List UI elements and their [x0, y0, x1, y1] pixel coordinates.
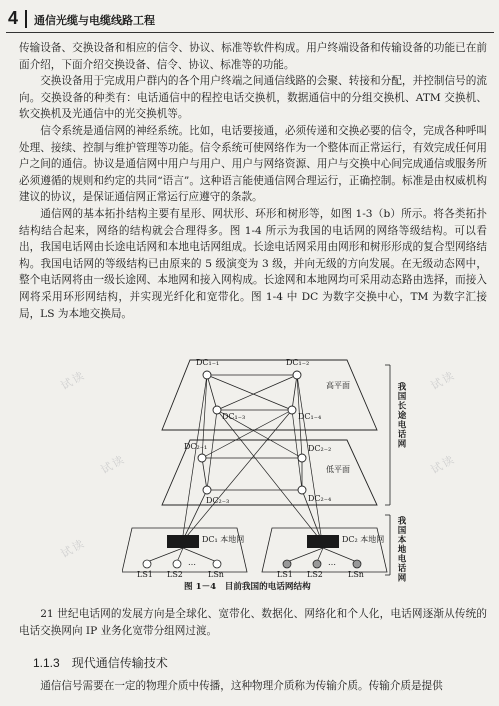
section-number: 1.1.3: [33, 656, 60, 670]
ls1-left-label: LS1: [137, 570, 153, 579]
running-title: 通信光缆与电缆线路工程: [34, 14, 155, 27]
paragraph-2: 交换设备用于完成用户群内的各个用户终端之间通信线路的会聚、转接和分配，并控制信号的流向。交换设备的种类有：电话通信中的程控电话交换机，数据通信中的分组交换机、ATM 交换机、软交换机及光通信中的光交换机等。: [19, 75, 487, 121]
figure-caption: 图 1－4 目前我国的电话网结构: [184, 582, 311, 592]
paragraph-1: 传输设备、交换设备和相应的信令、协议、标准等软件构成。用户终端设备和传输设备的功能已在前面介绍，下面介绍交换设备、信令、协议、标准等的功能。: [19, 42, 487, 71]
watermark-2: 试读: [98, 452, 128, 477]
dc-bot-left-label: DC₂₋₃: [206, 496, 230, 505]
lower-mesh-links: [182, 458, 322, 542]
page-number: 4: [8, 8, 19, 28]
dc-mid-left-label: DC₁₋₃: [222, 412, 246, 421]
dc-low-right-label: DC₂₋₂: [308, 444, 332, 453]
dc-mid-right-label: DC₁₋₄: [298, 412, 322, 421]
section-heading: [33, 654, 168, 671]
local-network-label: 我国本地电话网: [396, 516, 406, 583]
watermark-4: 试读: [428, 368, 458, 393]
tm-box-right: [307, 535, 339, 548]
trailing-text: [19, 678, 487, 694]
ls2-right-label: LS2: [307, 570, 323, 579]
paragraph-6: 通信信号需要在一定的物理介质中传播，这种物理介质称为传输介质。传输介质是提供: [40, 680, 443, 692]
dc-top-left-label: DC₁₋₁: [196, 358, 220, 367]
upper-plane-label: 高平面: [326, 381, 350, 390]
side-brackets: [385, 365, 390, 575]
tm-left-label: DC₁ 本地网: [202, 535, 245, 544]
paragraph-5: 21 世纪电话网的发展方向是全球化、宽带化、数据化、网络化和个人化，电话网逐渐从传统的电话交换网向 IP 业务化宽带分组网过渡。: [19, 608, 487, 637]
lsn-left-label: LSn: [208, 570, 224, 579]
upper-plane-shape: [162, 360, 377, 430]
watermark-1: 试读: [58, 368, 88, 393]
upper-mesh-links: [207, 375, 297, 410]
header-rule: [6, 32, 494, 33]
watermark-5: 试读: [428, 452, 458, 477]
dots-left: …: [188, 558, 196, 567]
paragraph-3: 信令系统是通信网的神经系统。比如，电话要接通，必须传递和交换必要的信令，完成各种呼叫处理、接续、控制与维护管理等功能。信令系统可使网络作为一个整体而正常运行，有效完成任何用户之间的通信。协议是通信网中用户与用户、用户与网络资源、用户与交换中心间完成通信或服务所必须遵循的规则和约定的共同“语言”。这种语言能使通信网合理运行，正确控制。标准是由权威机构建议的协议，是保证通信网正常运行应遵守的条款。: [19, 124, 487, 204]
body-text: [19, 40, 487, 322]
watermark-3: 试读: [58, 536, 88, 561]
header-divider: [25, 10, 27, 28]
lsn-right-label: LSn: [348, 570, 364, 579]
page-header: [6, 6, 494, 34]
tm-box-left: [167, 535, 199, 548]
dc-bot-right-label: DC₂₋₄: [308, 494, 332, 503]
dc-low-left-label: DC₂₋₁: [184, 442, 208, 451]
ls1-right-label: LS1: [277, 570, 293, 579]
lower-plane-label: 低平面: [326, 465, 350, 474]
ls2-left-label: LS2: [167, 570, 183, 579]
dots-right: …: [328, 558, 336, 567]
closing-paragraph: [19, 606, 487, 639]
telephone-network-figure: [122, 330, 412, 600]
paragraph-4: 通信网的基本拓扑结构主要有星形、网状形、环形和树形等，如图 1-3（b）所示。将各类拓扑结构结合起来，网络的结构就会合理得多。图 1-4 所示为我国的电话网的网络等级结构。可以看出，我国电话网由长途电话网和本地电话网组成。长途电话网采用由网形和树形形成的复合型网络结构。我国电话网的等级结构已由原来的 5 级演变为 3 级，并向无级的方向发展。在无级动态网中，整个电话网将由一级长途网、本地网和接入网构成。长途网和本地网均可采用动态路由选择，而接入网将采用环形网结构，并实现光纤化和宽带化。图 1-4 中 DC 为数字交换中心，TM 为数字汇接局，LS 为本地交换局。: [19, 207, 487, 320]
section-title: 现代通信传输技术: [71, 656, 168, 670]
tm-right-label: DC₂ 本地网: [342, 535, 385, 544]
dc-top-right-label: DC₁₋₂: [286, 358, 310, 367]
long-distance-network-label: 我国长途电话网: [396, 382, 406, 449]
